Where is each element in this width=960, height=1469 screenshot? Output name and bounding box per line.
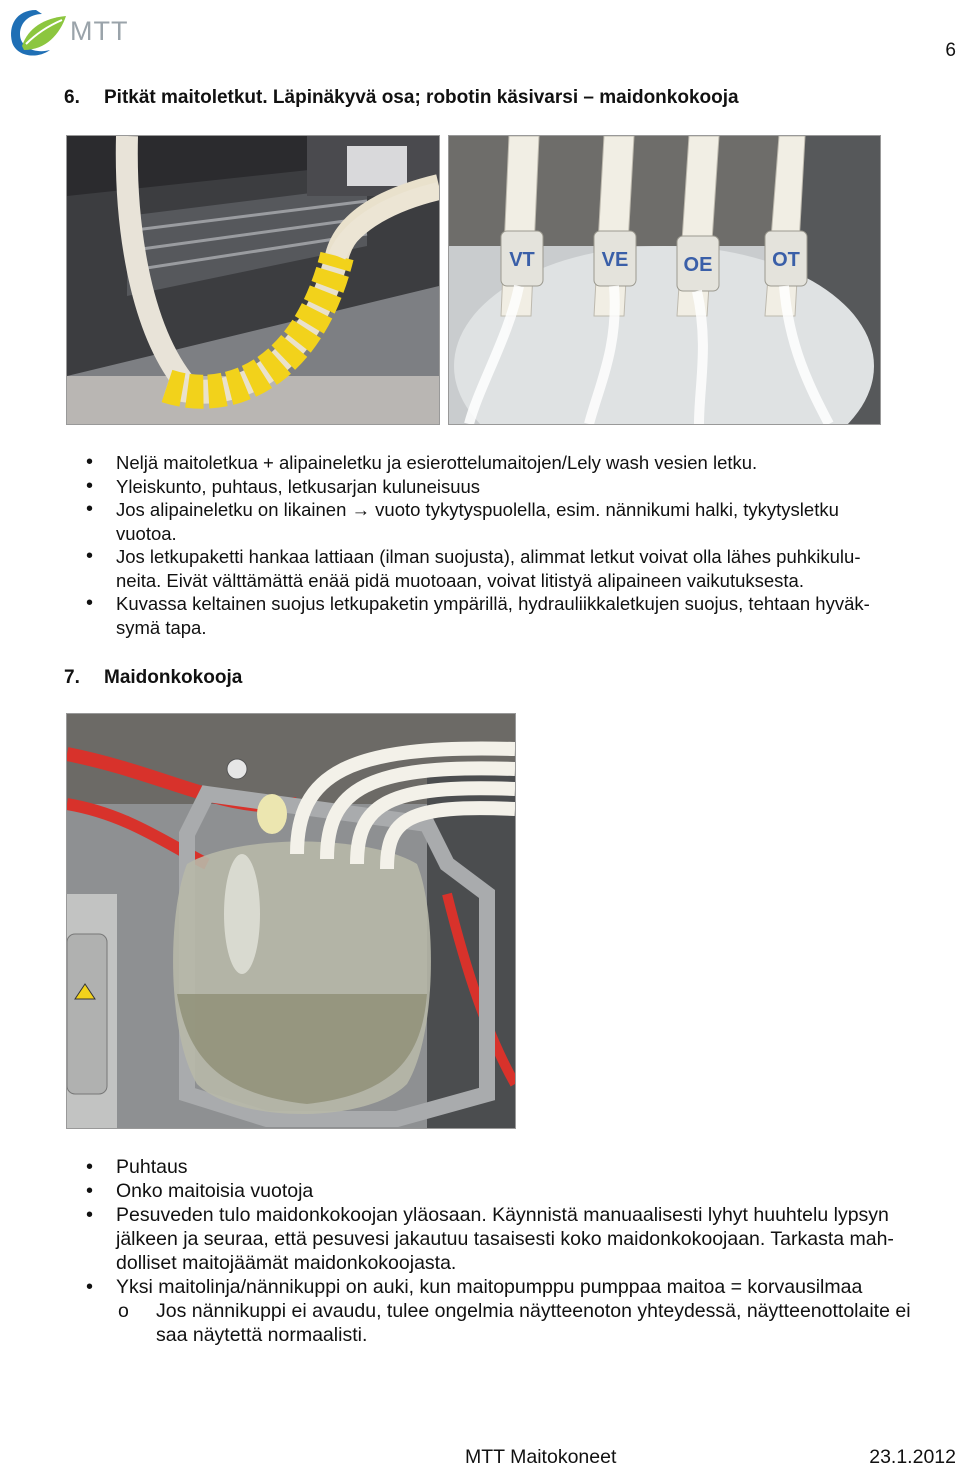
list-item: • Puhtaus	[64, 1155, 954, 1179]
list-item	[64, 498, 954, 545]
right-arrow-icon: →	[351, 499, 371, 520]
tube-label-oe: OE	[683, 254, 713, 276]
list-item: • Kuvassa keltainen suojus letkupaketin ympärillä, hydrauliikkaletkujen suojus, tehtaan hyväk- symä tapa.	[64, 592, 954, 639]
tube-label-ve: VE	[601, 249, 629, 271]
section-6-bullet-list	[64, 451, 954, 639]
list-item: • Yleiskunto, puhtaus, letkusarjan kuluneisuus	[64, 475, 954, 499]
sub-list-item: o Jos nännikuppi ei avaudu, tulee ongelmia näytteenoton yhteydessä, näytteenottolaite ei saa näytettä normaalisti.	[116, 1299, 954, 1347]
footer-date: 23.1.2012	[869, 1446, 956, 1468]
section-6-heading	[64, 87, 739, 109]
photo-milk-tubes	[448, 135, 881, 425]
footer-left: MTT Maitokoneet	[465, 1446, 617, 1468]
list-item: • Pesuveden tulo maidonkokoojan yläosaan. Käynnistä manuaalisesti lyhyt huuhtelu lypsyn jälkeen ja seuraa, että pesuvesi jakautuu tasaisesti koko maidonkokoojaan. Tarkasta mah- dolliset maitojäämät maidonkokoojasta.	[64, 1203, 954, 1275]
list-item: • Neljä maitoletkua + alipaineletku ja esierottelumaitojen/Lely wash vesien letku.	[64, 451, 954, 475]
photo-milk-jar	[66, 713, 516, 1129]
photo-robot-arm-hoses	[66, 135, 440, 425]
page-number: 6	[945, 40, 956, 61]
arrow-bullet-continued: vuotoa.	[116, 522, 177, 544]
section-7-bullet-list	[64, 1155, 954, 1347]
arrow-bullet-after: vuoto tykytyspuolella, esim. nännikumi halki, tykytysletku	[375, 499, 839, 520]
list-item: • Yksi maitolinja/nännikuppi on auki, kun maitopumppu pumppaa maitoa = korvausilmaa o Jos nännikuppi ei avaudu, tulee ongelmia näytteenoton yhteydessä, näytteenottolaite ei saa näytettä normaalisti.	[64, 1275, 954, 1347]
section-7-heading	[64, 667, 242, 689]
section-6-number: 6.	[64, 87, 80, 108]
arrow-bullet-before: Jos alipaineletku on likainen	[116, 499, 347, 520]
leaf-logo-icon	[6, 4, 70, 60]
tube-label-vt: VT	[509, 249, 535, 271]
list-item: • Jos letkupaketti hankaa lattiaan (ilman suojusta), alimmat letkut voivat olla lähes puhkikulu- neita. Eivät välttämättä enää pidä muotoaan, voivat litistyä alipaineen vaikutuksesta.	[64, 545, 954, 592]
section-7-number: 7.	[64, 667, 80, 688]
sub-bullet-list	[116, 1299, 954, 1347]
list-item: • Onko maitoisia vuotoja	[64, 1179, 954, 1203]
section-6-title: Pitkät maitoletkut. Läpinäkyvä osa; robotin käsivarsi – maidonkokooja	[104, 87, 739, 108]
logo-text: MTT	[70, 16, 129, 46]
mtt-logo	[6, 4, 146, 60]
tube-label-ot: OT	[772, 249, 800, 271]
section-7-title: Maidonkokooja	[104, 667, 243, 688]
